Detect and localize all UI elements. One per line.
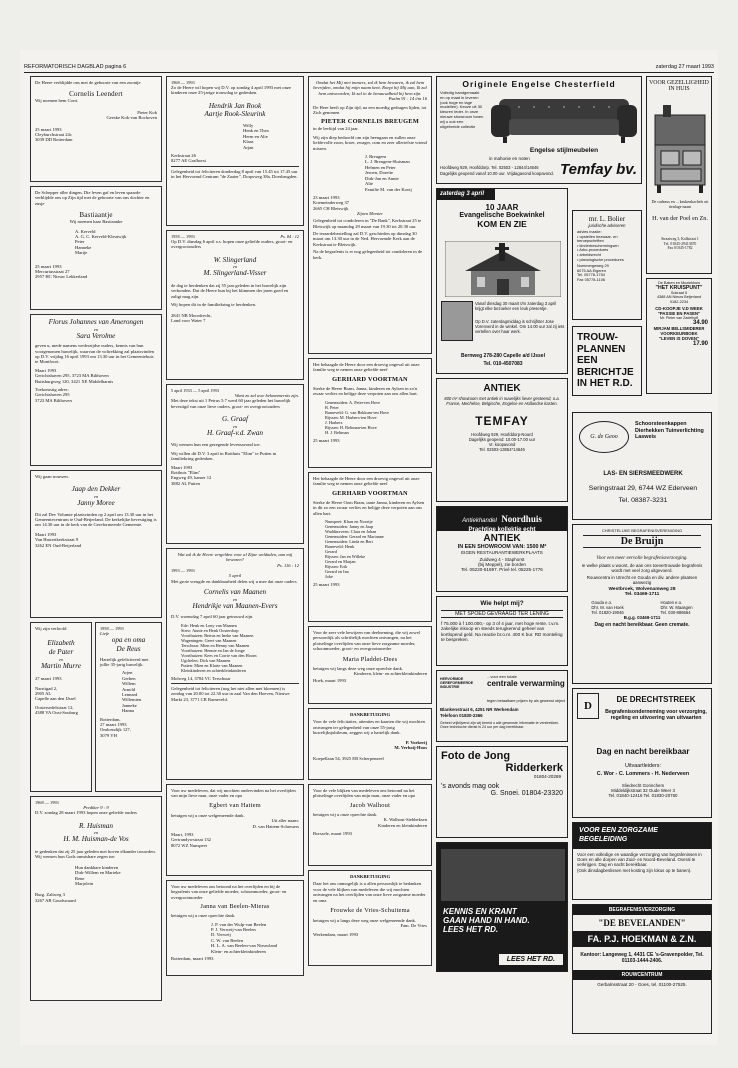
obituary-voortman-2: [308, 472, 432, 622]
ad-text-2: Op D.V. zaterdagmiddag is schrijfster Jose Vorenverd in de winkel. Om 14.00 uur zal zij iets vertellen over haar werk.: [475, 319, 565, 334]
ad-subtitle: Begrafenisonderneming voor verzorging, regeling en uitvoering van uitvaarten: [605, 709, 707, 722]
family-list: J. Breugem L. J. Breugem-Sluisman Helmen en Peter Jeroen, Dorette Dirk-Jan en Annie Alie Familie M. van der Kooij: [365, 154, 412, 192]
ad-kennis-en-krant: [436, 842, 568, 972]
ad-zorgzame-begeleiding: [572, 822, 712, 900]
name-1: G. Graaf: [222, 415, 248, 424]
body-text: Sterke de Heere Bram, Janna, kinderen en Aylsen in zo'n zwaar verlies en belijge deze verpoten aan ons allen hart.: [313, 385, 418, 397]
line-1: TROUW-: [577, 332, 618, 343]
title-2: Noordhuis: [501, 514, 542, 524]
ad-slogan: KOM EN ZIE: [477, 219, 527, 229]
ad-address: Blankenstraat 6, 4251 NR Werkendam: [440, 707, 519, 712]
ad-brand: LAS- EN SIERSMEEDWERK: [603, 471, 683, 477]
intro-text: Voor uw medeleven, dat wij mochten ondervinden na het overlijden van mijn lieve man, onze vader en opa: [171, 788, 296, 799]
body-text: Dit zal Dev Volumte plaatsvinden op 2 april om 13.30 uur in het Gemeentecentrum te Oud-Beijerland. De kerkelijke bevestiging is om 14.30 uur in de kerk van de Gereformeerde Gemeente.: [35, 511, 157, 528]
ad-top-text: De Baken en Muziekhuis: [658, 281, 700, 285]
row-small-ads: [30, 622, 162, 796]
parents-text: A. Kerveld A. G. C. Kerveld-Kleutwijk Peter Hanneke Marije: [75, 228, 127, 256]
note-text: Gelegenheid tot feliciteren donderdag 8 april van 15.45 tot 17.45 uur in het Hervormd Centrum "de Zaaier", Dorpsweg 38a, Doesbrugden.: [171, 168, 298, 180]
ad-phone: Tel. 010-4507083: [483, 361, 523, 367]
psalm-ref: Ps. 116 : 12: [277, 562, 299, 568]
showroom-text: IN EEN SHOWROOM VAN: 1500 M²: [457, 544, 547, 550]
stove-illustration: [653, 105, 707, 195]
announcement-rook: [166, 76, 304, 226]
intro-text: Wij gaan trouwen.: [35, 474, 69, 479]
ad-title: Wie helpt mij?: [480, 600, 524, 607]
and-text: en: [93, 326, 99, 332]
and-text: en: [93, 494, 99, 499]
address-text: Koemeinderweg 37 2665 CH Bleiswijk: [313, 200, 350, 211]
offer-6: "LEVEN IS DOVEN": [658, 336, 700, 342]
line-4: BERICHTJE: [577, 366, 634, 378]
ad-title: De Bruijn: [583, 535, 701, 548]
ad-text-1: Vanaf dinsdag 30 maart t/m zaterdag 3 april krijgt elke bezoeker een leuk presentje.: [475, 301, 557, 311]
ad-lening: [436, 596, 568, 666]
intro-text: Op D.V. dinsdag 6 april a.s. hopen onze geliefde ouders, groot- en overgrootouders: [171, 239, 293, 250]
announcement-elizabeth: [30, 622, 92, 792]
intro-text: Zo de Heere wil hopen wij D.V. op zondag 4 april 1993 met onze kinderen onze 25-jarige trouwdag te gedenken.: [171, 85, 291, 96]
date-text: Maart 1993: [35, 531, 57, 537]
offer-2: "PASSIE EN PASEN": [657, 311, 701, 317]
workshop-text: EIGEN RESTAURANTIEWERKPLAATS: [461, 550, 543, 555]
note-text: Gelegenheid tot feliciteren (nog het niet allen met bloemen) is zondag van 20.00 tot 22.30 uur in zaal Van den Hoeven, Nieuwe Markt 23, 3771 CB Barneveld.: [171, 686, 290, 702]
date-text: 25 maart 1993: [313, 582, 340, 588]
deceased-name: Maria Pladdet-Dees: [342, 655, 398, 663]
thanks-title: DANKBETUIGING: [349, 874, 391, 879]
child-name: Bastiaantje: [79, 211, 113, 220]
address-text: Maart 1993 Rotthuis "Elim" Engweg 49, kamer 12 3882 AL Putten: [171, 464, 212, 486]
date-text: 25 maart 1993: [313, 437, 340, 443]
intro-text: De Here heeft op Zijn tijd, na een moedig gedragen lijden, tot Zich genomen: [313, 104, 427, 116]
funeral-text: De teraardebestelling zal D.V. geschieden op dinsdag 30 maart om 13.30 uur in de Ned. Hervormde Kerk aan de Kerkstraat te Bleiswijk.: [313, 230, 417, 247]
line-5: IN HET R.D.: [577, 378, 633, 389]
thanks-text: betuigen wij u onze oprechte dank.: [171, 913, 236, 919]
last-text: Na de begrafenis is er nog gelegenheid tot condoleren in de kerk.: [313, 249, 423, 260]
page-header: [24, 64, 714, 73]
ad-subtitle-2: in mahonie en noten: [489, 156, 530, 161]
ad-slogan: Dag en nacht bereikbaar. Geen cremate.: [594, 622, 690, 628]
ad-subtitle: Evangelische Boekwinkel: [459, 212, 545, 219]
company-logo: G. de Geoo: [579, 421, 629, 453]
from-text: Kinderen, klein- en achterkleinkinderen: [353, 671, 427, 677]
address-text: Molweg 14, 3784 VC Terschuur: [171, 675, 231, 681]
title-1: Antiekhandel: [462, 518, 497, 524]
ad-centrale-verwarming: [436, 670, 568, 742]
ad-slogan: LEES HET RD.: [499, 954, 563, 965]
ad-address: Bernweg 278-280 Capelle a/d IJssel: [461, 353, 545, 359]
ad-chesterfield: [436, 76, 642, 184]
column-2: [166, 76, 304, 980]
and-text: en: [58, 656, 64, 662]
intro-text: Wij zijn verloofd: [35, 626, 67, 631]
offer-4: MIRJAM BELLSMIDERER: [653, 326, 705, 332]
ad-subtitle: Engelse stijlmeubelen: [529, 147, 599, 154]
ad-drechtstreek: [572, 688, 712, 818]
big-title: ANTIEK: [483, 533, 521, 544]
ad-hours: Dagelijks geopend vanaf 10.00 uur. Vrijdagavond koopavond.: [440, 171, 554, 176]
contact-houten: Houten e.o. Dhr. W. Maasgen Tel. 030-886664: [660, 600, 693, 615]
from-text: K. Walhout-Siebbeksen Kinderen en kleinkinderen: [378, 817, 427, 828]
subtitle: Prachtige kollektie echt: [468, 527, 536, 533]
thanks-de-vries: [308, 870, 432, 966]
intro-text: Het behaagde de Heere door een droevig ongeval uit onze familie weg te nemen onze geliefde neef: [313, 476, 420, 487]
name-2: H. Graaf-v.d. Zwan: [207, 428, 263, 437]
ad-address: Hoofdweg 929, Hoofddorp. Tel. 02503 - 12844/14646: [440, 165, 539, 170]
groom-name: Jaap den Dekker: [71, 485, 121, 494]
ad-title: Foto de Jong: [441, 750, 511, 762]
offer-3: Mr. Pieter van Zadelhoff: [659, 316, 699, 321]
ad-hoekman: [572, 904, 712, 1034]
children-list: Hun dankbare kinderen Dirk-Willem en Marieke Rene Marjolein: [75, 864, 121, 887]
price-2: 17.90: [692, 341, 708, 348]
date-badge: zaterdag 3 april: [437, 189, 495, 200]
address-2: Oostersedelstraat 12, 4388 VA Oost-Souburg: [35, 704, 78, 716]
announcement-bastiaantje: [30, 186, 162, 310]
announcement-florus: [30, 314, 162, 466]
address-2: Buttsburgweg 120, 3421 XE Middelharnis: [35, 378, 114, 384]
family-list: Nunspeet: Klaas en Noortje Genemuiden: Janny en Jaap Waddinxveen: Clara en Johan Genemuiden: Gerard en Marianne Genemuiden: Linda en Bert Barneveld: Henk Gerard Rijssen: Jan en Willeke Gerard en Marjan Rijssen: Erik Gerard en Ina Joke: [325, 519, 384, 580]
verse-text: Prediker 9 : 9: [83, 805, 109, 810]
deceased-name: Jacob Walhout: [349, 801, 391, 809]
ad-noordhuis: [436, 506, 568, 592]
brand-logo: Temfay bv.: [560, 161, 637, 178]
note-text: Wij noemen hem Corri.: [35, 98, 79, 104]
years-text: 1968 — 1993: [35, 800, 59, 805]
offer-1: CD-KOOPJE V.D WEEK: [655, 306, 703, 312]
header-left: REFORMATORISCH DAGBLAD pagina 6: [24, 64, 127, 70]
children-list: Arjen Gerben Willem Arnold Lennard Willemien Janneke Hanna: [122, 670, 142, 714]
date-text: 25 maart 1993: [35, 126, 62, 132]
leaders-names: C. Wor - C. Lommers - H. Nederveen: [596, 771, 690, 777]
name-2: Hendrikje van Maanen-Evers: [192, 601, 278, 610]
ad-title: "DE BEVELANDEN": [598, 918, 686, 928]
bride-name: Sara Verolme: [76, 331, 116, 340]
ad-trouwplannen: [572, 326, 642, 396]
ad-kachel: [646, 76, 712, 274]
ad-top-text: BEGRAFENISVERZORGING: [573, 905, 711, 915]
ad-phone: 01804-20289: [533, 774, 561, 779]
ad-title: ANTIEK: [483, 383, 521, 394]
condolence-text: Gelegenheid tot condoleren in "De Bank", Kerkstraat 25 te Bleiswijk op maandag 29 maart van 19.30 tot 20.30 uur.: [313, 218, 422, 229]
thanks-vorkerij: [308, 708, 432, 780]
ad-geo-smeedwerk: [572, 412, 712, 520]
date-text: Borssele, maart 1993: [313, 831, 352, 837]
body-text: te gedenken dat zij 25 jaar geleden met hoven elkander trouwden. Wij wensen hun Gods onmisbare zegen toe.: [35, 849, 156, 860]
ad-kruispunt: [646, 278, 712, 394]
address-text: Van Hastertkerkstraat 9 3262 EN Oud-Beijerland: [35, 537, 82, 548]
ad-title: centrale verwarming: [487, 679, 565, 688]
and-text: en: [232, 264, 238, 270]
line-2: PLANNEN: [577, 343, 626, 355]
future-address-label: Toekomstig adres:: [35, 387, 69, 393]
date-text: Maart 1993: [35, 367, 57, 373]
address-text: Burg. Zaltweg 3 3267 AB Goudswaard: [35, 892, 76, 903]
bride-name: Janny Moree: [77, 499, 115, 507]
ad-title: 10 JAAR: [485, 203, 519, 212]
ad-foto-de-jong: [436, 746, 568, 838]
thanks-text: betuigen wij langs deze weg onze oprechte dank.: [313, 665, 404, 671]
price-1: 34.90: [692, 320, 708, 327]
brand-logo: TEMFAY: [475, 414, 529, 428]
date-text: 25 maart 1993: [35, 263, 62, 269]
ad-text: Voor een volledige en waardige verzorging van begrafenissen in Goes en alle dorpen van Zuid- en Noord-Beveland. Overal te verkrijgen. Dag en nacht bereikbaar. (Ook dinsdagbeslissen met kosting zijn lokus op te banen).: [577, 852, 702, 873]
area-text: Rouwcentra in Utrecht en Gouda en div. andere plaatsen aanwezig: [586, 575, 698, 585]
column-1: [30, 76, 162, 1005]
verse-text: Omdat het Mij niet immers, zal ik hem bewaren, ik zal hem bevrijden, omdat hij mijn naam kent. Roept hij Mij aan, Ik zal hem antwoorden; Ik zal in de benauwdheid bij hem zijn.: [313, 80, 427, 96]
body-text: Wij zijn diep bedroefd om zijn heengaan en zullen onze liefdevolle zoon, broer, zwager, oom en zeer alleriefste vriend missen.: [313, 134, 427, 151]
from-text: Fam. De Vries: [400, 923, 427, 929]
services-list: advies inzake: • opstellen bezwaar- en beroepschriften • kinderbeschermingsen • Arbo-procedures • arbeidsrecht • planologische procedures: [577, 229, 624, 262]
d-logo-icon: D: [577, 693, 599, 719]
ad-place: Ridderkerk: [505, 762, 563, 774]
ad-address: Westbroek, Wolvenamweg 28 Tel. 03469-1711: [608, 587, 676, 597]
body-text: Hartelijk gefeliciteerd met jullie 35-jarig huwelijk.: [100, 656, 149, 667]
announcement-slingerland: [166, 230, 304, 380]
deceased-name: GERHARD VOORTMAN: [332, 489, 408, 497]
name-3: Martin Murre: [41, 661, 81, 670]
date-text: Werkendam, maart 1993: [313, 931, 359, 937]
contact-bgg: B.g.g. 03469-1711: [623, 615, 661, 620]
announcement-graaf: [166, 384, 304, 544]
body-text: Voor de vele felicitaties, attenties en kaarten die wij mochten ontvangen ter gelegenheid van onze 55-jarig huwelijksjubileum, zeggen wij u hartelijk dank.: [313, 719, 425, 736]
line-3: LEES HET RD.: [443, 925, 499, 934]
verse-text: Wat zal ik de Heere vergelden voor al Zijne weldaden, aan mij bewezen?: [177, 552, 293, 563]
verse-2: Zijnen Meester: [357, 211, 383, 217]
ad-text: Ie welke plaats u woont, de aan ons toevertrouwde begrafenis wordt met veel zorg uitgevoerd.: [581, 563, 703, 573]
intro-text: Met grote vreugde en dankbaarheid delen wij u mee dat onze ouders: [171, 578, 297, 584]
psalm-ref: Psalm 91 : 14 t/m 16: [388, 96, 427, 102]
years-text: 1958 — 1993: [100, 626, 124, 631]
ad-bolier: [572, 210, 642, 320]
announcement-jaap: [30, 470, 162, 618]
address-text: Kerkstraat 26 8277 AE Grafhorst: [171, 153, 206, 164]
note-text: Wij noemen haar Bastiaanke: [69, 219, 123, 225]
announcement-de-reus: [95, 622, 162, 792]
ad-subtitle: MET SPOED GEVRAAGD TER LENING: [441, 610, 563, 618]
ad-company: H. van der Poel en Zn.: [652, 215, 708, 222]
announcement-leendert: [30, 76, 162, 182]
ad-address: Seringstraat 29, 6744 WZ Ederveen: [588, 485, 698, 492]
ad-subtitle: juridische adviseren: [588, 223, 626, 228]
address-text: Koepellaan 54, 3925 EB Scherpenzeel: [313, 756, 384, 762]
years-text: 1958 — 1993: [171, 234, 195, 239]
deceased-name: Frouwke de Vries-Schuitema: [330, 907, 410, 915]
thanks-walhout: [308, 784, 432, 866]
deceased-name: GERHARD VOORTMAN: [332, 375, 408, 383]
sofa-illustration: [489, 91, 639, 145]
name-1: opa en oma: [111, 636, 146, 645]
thanks-text: betuigen wij u onze welgemeende dank.: [171, 812, 245, 818]
address-text: Gertrandywstraat 132 8072 WZ Nunspeet: [171, 837, 211, 848]
announcement-huisman: [30, 796, 162, 1001]
name-2: H. M. Huisman-de Vos: [63, 835, 129, 844]
note-text: Wij willen dit D.V. 3 april in Rotthuis "Elim" te Putten in familiekring gedenken.: [171, 450, 277, 462]
leaders-label: Uitvaartleiders:: [625, 763, 661, 769]
ad-title: Originele Engelse Chesterfield: [462, 79, 616, 89]
intro-text: Met deze tekst uit 1 Petrus 5:7 werd 60 jaar geleden het huwelijk bevestigd van onze lieve ouders, groot- en overgrootouders: [171, 398, 291, 409]
thanks-van-hattem: [166, 784, 304, 876]
ad-subtitle: Voor een meer eervolle begrafenisverzorging.: [596, 556, 688, 561]
deceased-name: PIETER CORNELIS BREUGEM: [321, 118, 419, 126]
ad-company: FA. P.J. HOEKMAN & Z.N.: [573, 931, 711, 947]
parents-text: Pieter Kok Geeske Kok-van Bochoven: [106, 109, 157, 121]
intro-text: Voor de vele blijken van medeleven ons betoond na het plotselinge overlijden van mijn man, onze vader en opa: [313, 788, 415, 799]
thanks-pladdet: [308, 626, 432, 704]
company-logo: HERVORMDE GEREFORMEERDE INDUSTRIE: [440, 677, 474, 690]
and-text: en: [93, 830, 99, 836]
age-text: in de leeftijd van 24 jaar.: [313, 126, 359, 132]
photo-image: [441, 849, 565, 901]
thanks-title: DANKBETUIGING: [349, 712, 391, 717]
date-text: Hoek, maart 1993: [313, 678, 347, 684]
date-text: 23 maart 1993: [313, 194, 340, 200]
child-name: Cornelis Leendert: [69, 90, 123, 99]
deceased-name: Egbert van Hattem: [209, 801, 261, 809]
intro-text: De Heere verblijdde ons met de geboorte van een zoontje: [35, 80, 141, 85]
ad-title: "HET KRUISPUNT": [655, 285, 703, 291]
name-1: R. Huisman: [79, 821, 113, 830]
ad-products: Schoorsteenkappen Dierhekken Tuinverlichting Lasweis: [635, 421, 704, 441]
address-text: Narrtigad 2, 2905 AL Capelle aan den IJssel: [35, 685, 76, 702]
children-list: Willy Henk en Thea Herm en Alie Klaas Arjan: [243, 123, 269, 150]
ad-note: Geheel vrijblijvend zijn wij bereid u alle gewenste informatie te verstrekken. Onze technische dienst is 24 uur per dag bereikbaar.: [440, 721, 560, 730]
ad-phone: Tel. 05220-51697. Privé tel. 05225-1776: [461, 567, 543, 572]
name-2: Aartje Rook-Sleurink: [204, 110, 266, 119]
ad-contact: G. Snoei. 01804-23320: [490, 790, 563, 797]
address-text: Rotterdam, maart 1993: [171, 956, 214, 962]
ad-top-text: CHRISTELIJKE BEGRAFENISVERENIGING: [601, 528, 683, 533]
offer-5: VOORKEURBOEK: [660, 331, 698, 337]
body-text: de dag te herdenken dat zij 55 jaar geleden in het huwelijk zijn verbonden. Dat de Heere hun bij het klimmen der jaren goed en zaligt mag zijn.: [171, 283, 289, 299]
ad-address: Zuidweg 4 - Staphorst (bij Meppel), zie borden: [477, 557, 526, 567]
deceased-name: Janna van Beelen-Mieras: [200, 903, 270, 911]
thanks-van-beelen: [166, 880, 304, 976]
intro-text: D.V. zondag 28 maart 1993 hopen onze geliefde ouders: [35, 810, 137, 816]
ad-text: tegen betaalbare prijzen by als gewenst object: [487, 699, 566, 703]
years-text: 1993 — 1993: [171, 568, 195, 574]
announcement-van-maanen: [166, 548, 304, 780]
header-right: zaterdag 27 maart 1993: [655, 64, 714, 70]
verse-text: Ps. 84 : 12: [280, 234, 299, 239]
ad-text: f 75.000 à f 100.000,- op 3 of 4 jaar, met hoge rente. t.v.m. zakelijke inkoop en steeds terugkerend geheel van kortlopend geld. Na reactie br.o.nr. 400 K bur. RD monteling te bespreken.: [441, 621, 563, 643]
ad-de-bruijn: [572, 524, 712, 684]
ad-title: DE DRECHTSTREEK: [616, 695, 696, 704]
ad-bottom-title: ROUWCENTRUM: [573, 970, 711, 980]
date-text: 27 maart 1993: [35, 676, 62, 682]
thanks-text: betuigen wij u langs deze weg onze welgemeende dank.: [313, 918, 416, 924]
date-text: Maart, 1993: [171, 832, 194, 838]
name-2: M. Slingerland-Visser: [203, 269, 267, 278]
intro-text: De Schepper aller dingen, Die leven gaf en leven spaarde verblijdde ons op Zijn tijd met de geboorte van ons dochter en zusje: [35, 190, 150, 206]
book-image: [441, 301, 473, 341]
family-list: Genemuiden: A. Peter-ten Hove B. Peter Barneveld: G. van Bekkum-ten Hove Rijssen: M. Harbers-ten Hove J. Harbers Rijssen: H. Beltman-ten Hove H. J. Beltman: [325, 399, 390, 435]
ad-note: 's avonds mag ook: [441, 783, 500, 790]
groom-name: Florus Johannes van Amerongen: [48, 318, 144, 326]
body-text: Sterke de Heere Oom Bram, tante Janna, kinderen en Aylsen in dit zo een zwaar verlies en belijge deze verpoten aan ons allen hart.: [313, 499, 425, 516]
ad-address: Straatweg 3, Kallstraat 1 Tel. 01045-29413670 Fax 01045-1782: [661, 237, 699, 251]
ad-company: mr. L. Bolier: [588, 215, 626, 223]
ad-address-2: Gerbalnsstraat 20 - Goes, tel. 01100-27525.: [597, 982, 687, 987]
name-2: De Reus: [116, 645, 141, 653]
ad-title: VOOR EEN ZORGZAME BEGELEIDING: [573, 823, 711, 849]
address-1: Gerichtshaven 295, 3723 MA Bilthoven: [35, 373, 109, 379]
ad-boekwinkel: [436, 188, 568, 374]
name-2: de Pater: [48, 648, 74, 656]
body-text: Daar het ons onmogelijk is u allen persoonlijk te bedanken voor de vele blijken van medeleven die wij mochten ontvangen na het overlijden van onze lieve zorgzame moeder en oma: [313, 881, 426, 903]
intro-text: Het behaagde de Heere door een droevig ongeval uit onze familie weg te nemen onze geliefde neef: [313, 362, 420, 373]
ad-text: De cadeaus en ... keukenkachels uit tienlage naam: [651, 199, 709, 209]
from-text: P. Vorkerij M. Verhoij-Hoos: [394, 739, 427, 751]
body-text: geven u, mede namens wederzijdse ouders, kennis van hun voorgenomen huwelijk, waarvan de voltrekking zal plaatsvinden op D.V. vrijdag 16 april 1993 om 13.30 uur in het Gemeentehuis te Montfoort.: [35, 343, 154, 365]
ad-phone: Telefoon 01830-2366: [440, 713, 483, 718]
obituary-breugem: [308, 76, 432, 354]
obituary-voortman-1: [308, 358, 432, 468]
address-text: Rotterdam, 27 maart 1993 Omlcendijk 127, 3079 VH: [100, 716, 131, 738]
verse-text: Want zo zal uwe bekommernis zijn.: [234, 393, 299, 398]
line-1: KENNIS EN KRANT: [443, 907, 517, 916]
date-text: 5 april: [228, 573, 242, 579]
intro-text: Voor uw medeleven ons betoond na het overlijden en bij de begrafenis van onze geliefde moeder, schoonmoeder, groot- en overgrootmoeder: [171, 884, 287, 900]
ad-text: 800 m² showroom met antiek in nuwelijks liever gesteend, o.a. Franse, Mechelse, Belgische, Engelse en Hollandse kasten.: [444, 396, 560, 406]
years-text: 1968 — 1993: [171, 80, 195, 85]
ad-address: Hoofdweg 929, Hoofddorp-Nourd Dagelijks geopend: 10.00-17.00 uur Vr. koopavond Tel. 02503-13854*14646: [468, 432, 536, 452]
ad-subtitle: ...voor een totale: [487, 674, 517, 679]
from-text: Uit aller naam: D. van Hattem-Schreuers: [252, 818, 299, 829]
intro-text: Voor de zeer vele bewijzen van deelneming, die wij zowel persoonlijk als schriftelijk mochten ontvangen, na het plotselinge overlijden van onze lieve zorgzame moeder, schoonmoeder, groot- en overgrootmoeder: [313, 630, 421, 652]
ad-title: VOOR GEZELLIGHEID IN HUIS: [649, 80, 709, 92]
children-list: Ede: Henk en Lony van Maanen Streo: Annie en Henk Oosterdorp Voorthuizen: Bertus en Ineke van Maanen Wageningen: Geert van Maanen Terschuur: Mien en Henny van Maanen Voorthuizen: Hennie en Jan de Jonge Voorthuizen: Kees en Corrie van den Hoorn Ugchelen: Dick van Maanen Putten: Mien en Klarie van Maanen Kleinkinderen en achterkleinkinderen: [181, 622, 257, 673]
and-text: en: [232, 423, 238, 429]
ad-phone: Tel. 08387-3231: [618, 497, 668, 504]
ad-address: Nummergeweg 29 6075 AA Eigeren Tel. 05778-1754 Fax 05778-1106: [577, 263, 609, 282]
body-text: D.V. woensdag 7 april 60 jaar getrouwd zijn.: [171, 614, 254, 620]
thanks-text: betuigen wij u onze oprechte dank.: [313, 811, 378, 817]
ad-address: Sokraat 5 4388 AN Nieuw Beijerland 0182-2234: [656, 291, 702, 304]
from-text: J. P. van der Wulp-van Beelen P. J. Verweij-van Beelen D. Verweij C. W. van Beelen H. L. A. van Beelen-van Nieuwland Klein- en achterkleinkinderen: [211, 921, 278, 954]
future-address: Gerichtshaven 295 3723 MA Bilthoven: [35, 392, 72, 403]
church-illustration: [445, 241, 561, 297]
ad-slogan: Dag en nacht bereikbaar: [596, 747, 690, 756]
line-2: GAAN HAND IN HAND.: [443, 916, 530, 925]
address-text: Mercuriusstraat 27 2957 HC Nieuw Lekkerland: [35, 269, 88, 280]
wish-text: Wij wensen hun een gezegende levensavond toe.: [171, 442, 261, 448]
and-text: en: [232, 596, 238, 602]
ad-address: Kantoor: Langeweg 1, 4431 CE 's-Gravenpolder, Tel. 01103-1444-2406.: [580, 952, 704, 964]
name-1: W. Slingerland: [213, 255, 257, 264]
name-1: Cornelis van Maanen: [203, 588, 267, 597]
wish-text: Wij hopen dit in de familiekring te herdenken.: [171, 302, 257, 308]
ad-antiek-temfay: [436, 378, 568, 502]
address-text: 2841 NB Moordrecht, Land voor Water 7: [171, 312, 212, 324]
name-1: Hendrik Jan Rook: [208, 101, 262, 110]
line-3: EEN: [577, 355, 598, 366]
dear-label: Liefe: [100, 631, 110, 636]
column-3: [308, 76, 432, 970]
contact-gouda: Gouda e.o. Dhr. M. van Hoek Tel. 01820-19046: [591, 600, 624, 615]
name-1: Elizabeth: [47, 639, 75, 648]
ad-side-text: Volledig handgemaakt en op maat in leveren (ook hoge en lage modellen). Keuze uit 30 kleuren leder. In onze nieuwe showroom tonen wij u ook een uitgebreide collectie: [440, 90, 484, 129]
ad-address: Sliedrecht Gorinchem Middeldijkstraat 32 Oude Weer 3 Tel. 01840-12416 Tel. 01830-20760: [608, 783, 678, 799]
address-text: Cleyburchstraat 24c 3039 DD Rotterdam: [35, 132, 73, 143]
years-text: 5 april 1933 — 5 april 1993: [171, 388, 219, 393]
